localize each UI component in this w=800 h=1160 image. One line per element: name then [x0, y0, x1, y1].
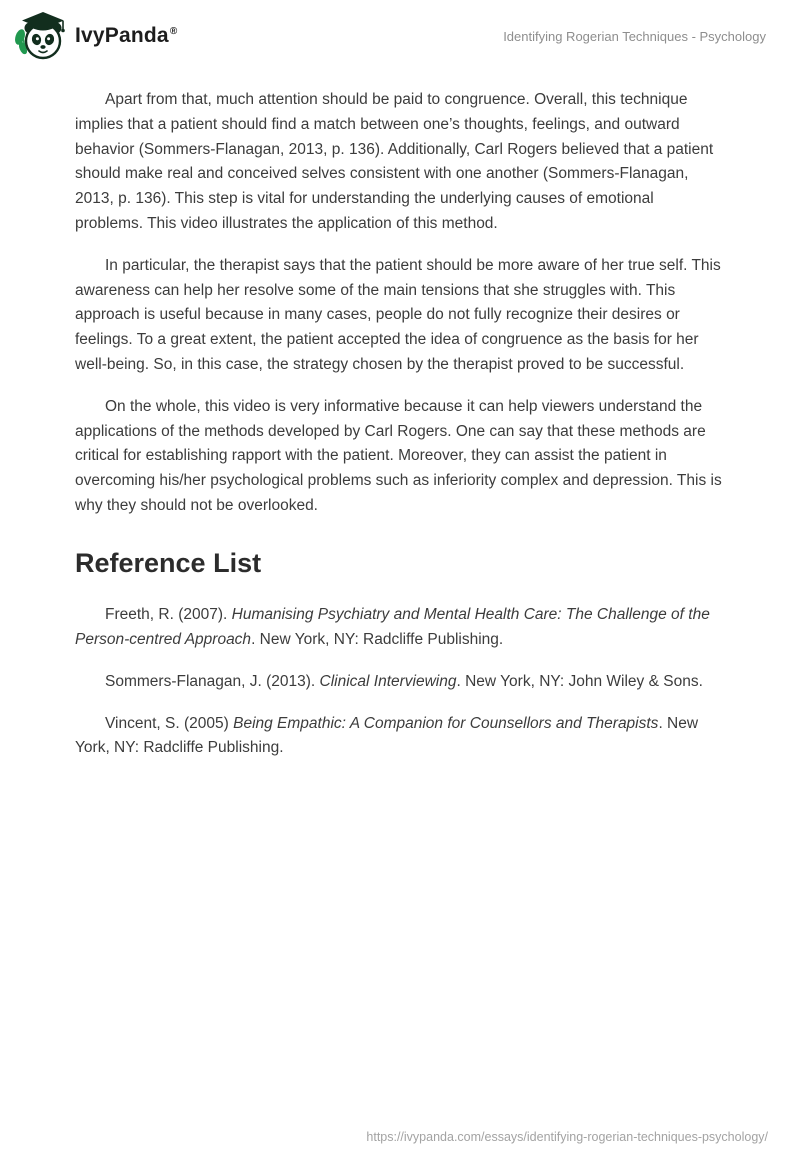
reference-text: Freeth, R. (2007). — [105, 606, 232, 624]
reference-text: . New York, NY: Radcliffe Publishing. — [251, 630, 504, 648]
page-title: Identifying Rogerian Techniques - Psychology — [503, 28, 766, 44]
essay-paragraph: In particular, the therapist says that the patient should be more aware of her true self. This awareness can help her resolve some of the main tensions that she struggles with. This approach is useful because in many cases, people do not fully recognize their desires or feelings. To a great extent, the patient accepted the idea of congruence as the basis for her well-being. So, in this case, the strategy chosen by the therapist proved to be successful. — [75, 256, 721, 373]
reference-title: Humanising Psychiatry and Mental Health Care: The Challenge of the Person-centred Approach — [75, 606, 710, 648]
reference-text: . New York, NY: Radcliffe Publishing. — [75, 714, 699, 757]
essay-paragraph: On the whole, this video is very informative because it can help viewers understand the applications of the methods developed by Carl Rogers. One can say that these methods are critical for establishing rapport with the patient. Moreover, they can assist the patient in overcoming his/her psychological problems such as inferiority complex and depression. This is why they should not be overlooked. — [75, 397, 722, 514]
registered-trademark: ® — [169, 26, 178, 37]
reference-text: Vincent, S. (2005) — [105, 714, 234, 732]
reference-title: Being Empathic: A Companion for Counsellors and Therapists — [233, 714, 659, 732]
reference-title: Clinical Interviewing — [319, 672, 457, 690]
reference-item — [75, 603, 724, 653]
page-header — [0, 0, 800, 62]
reference-list-heading: Reference List — [75, 547, 262, 578]
reference-item — [75, 712, 724, 762]
logo-wordmark: IvyPanda® — [75, 24, 178, 47]
reference-text: Sommers-Flanagan, J. (2013). — [105, 672, 320, 690]
footer-source-url: https://ivypanda.com/essays/identifying-rogerian-techniques-psychology/ — [366, 1130, 768, 1144]
ivypanda-panda-icon — [14, 11, 66, 61]
reference-text: . New York, NY: John Wiley & Sons. — [456, 672, 703, 690]
essay-content — [0, 62, 800, 761]
ivypanda-logo[interactable] — [14, 11, 177, 61]
essay-paragraph: Apart from that, much attention should be paid to congruence. Overall, this technique implies that a patient should find a match between one’s thoughts, feelings, and outward behavior (Sommers-Flanagan, 2013, p. 136). Additionally, Carl Rogers believed that a patient should make real and conceived selves consistent with one another (Sommers-Flanagan, 2013, p. 136). This step is vital for understanding the underlying causes of emotional problems. This video illustrates the application of this method. — [75, 91, 714, 232]
reference-item — [75, 670, 724, 695]
